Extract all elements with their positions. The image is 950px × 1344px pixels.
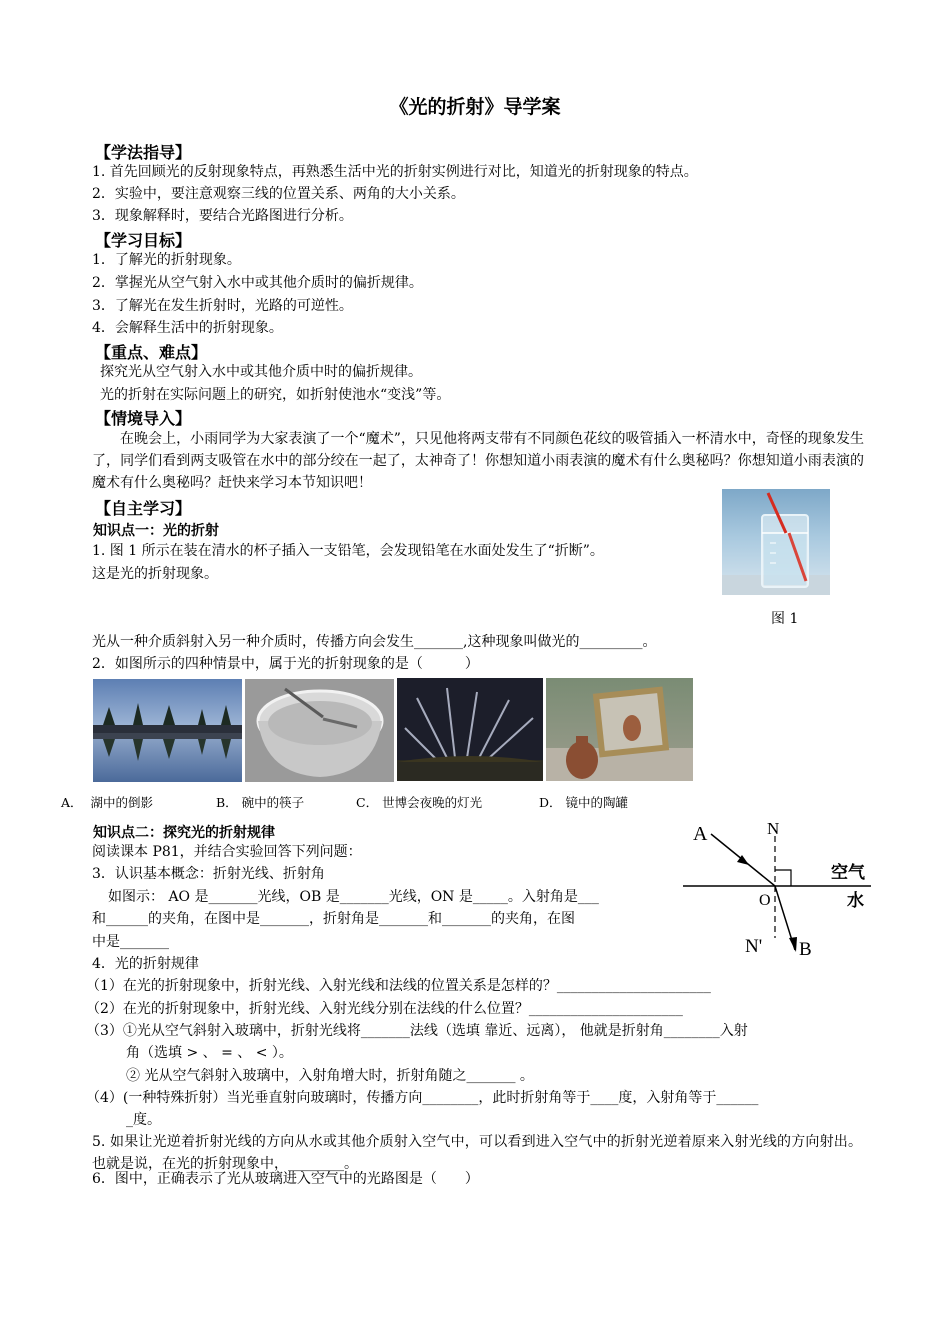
kp1-fill-line: 光从一种介质斜射入另一种介质时，传播方向会发生_______,这种现象叫做光的_________。 xyxy=(92,634,657,650)
section-heading-intro: 【情境导入】 xyxy=(95,409,192,428)
option-c-letter: C． xyxy=(356,795,379,810)
section-heading-key: 【重点、难点】 xyxy=(95,343,208,362)
kp2-q4: 4．光的折射规律 xyxy=(92,956,199,972)
kp2-q6: 6．图中，正确表示了光从玻璃进入空气中的光路图是（ ） xyxy=(92,1171,479,1187)
option-d-text: 镜中的陶罐 xyxy=(565,795,629,810)
goal-line-1: 1．了解光的折射现象。 xyxy=(92,252,241,268)
intro-paragraph: 在晚会上，小雨同学为大家表演了一个“魔术”，只见他将两支带有不同颜色花纹的吸管插入一杯清水中，奇怪的现象发生了，同学们看到两支吸管在水中的部分绞在一起了，太神奇了！你想知道小雨表演的魔术有什么奥秘吗？你想知道小雨表演的魔术有什么奥秘吗？赶快来学习本节知识吧！ xyxy=(92,431,864,491)
kp2-q4-4b: _度。 xyxy=(126,1112,161,1128)
kp1-q1-line-2: 这是光的折射现象。 xyxy=(92,566,218,582)
photo-lake-reflection xyxy=(93,679,242,782)
photo-bowl-chopsticks xyxy=(245,679,394,782)
label-air: 空气 xyxy=(831,863,865,883)
method-line-1: 1. 首先回顾光的反射现象特点，再熟悉生活中光的折射实例进行对比，知道光的折射现象的特点。 xyxy=(92,164,698,180)
label-o: O xyxy=(759,892,771,909)
refraction-diagram xyxy=(675,818,875,963)
kp2-q4-4a: （4）(一种特殊折射）当光垂直射向玻璃时，传播方向________，此时折射角等于____度，入射角等于______ xyxy=(86,1090,759,1106)
kp1-q2: 2．如图所示的四种情景中，属于光的折射现象的是（ ） xyxy=(92,656,479,672)
kp1-heading: 知识点一：光的折射 xyxy=(93,523,219,539)
kp2-q3: 3．认识基本概念：折射光线、折射角 xyxy=(92,866,325,882)
kp2-q4-3a: （3）①光从空气斜射入玻璃中，折射光线将_______法线（选填 靠近、远离）， 他就是折射角________入射 xyxy=(86,1023,748,1039)
label-a: A xyxy=(693,823,708,845)
option-d-letter: D． xyxy=(539,795,562,810)
key-line-1: 探究光从空气射入水中或其他介质中时的偏折规律。 xyxy=(100,364,422,380)
goal-line-2: 2．掌握光从空气射入水中或其他介质时的偏折规律。 xyxy=(92,275,423,291)
kp2-q4-3c: ② 光从空气斜射入玻璃中，入射角增大时，折射角随之_______ 。 xyxy=(126,1068,534,1084)
option-a xyxy=(61,793,153,811)
label-n: N xyxy=(767,819,780,838)
option-b-letter: B． xyxy=(216,795,238,810)
method-line-2: 2．实验中，要注意观察三线的位置关系、两角的大小关系。 xyxy=(92,186,465,202)
section-heading-self: 【自主学习】 xyxy=(95,499,192,518)
refracted-arrow-head xyxy=(789,937,797,952)
kp2-q5: 5. 如果让光逆着折射光线的方向从水或其他介质射入空气中，可以看到进入空气中的折射光逆着原来入射光线的方向射出。也就是说，在光的折射现象中，________。 xyxy=(92,1134,862,1172)
photo-expo-night-lights xyxy=(397,678,543,781)
kp2-q3-line-1: 如图示： AO 是_______光线，OB 是_______光线，ON 是_____。入射角是___ xyxy=(108,889,599,905)
label-water: 水 xyxy=(847,891,864,911)
method-line-3: 3．现象解释时，要结合光路图进行分析。 xyxy=(92,208,353,224)
option-d xyxy=(539,793,628,811)
figure-1-beaker-photo xyxy=(722,489,830,595)
key-line-2: 光的折射在实际问题上的研究，如折射使池水“变浅”等。 xyxy=(100,387,451,403)
kp2-q3-line-2: 和______的夹角，在图中是_______，折射角是_______和_______的夹角，在图 xyxy=(92,911,575,927)
option-b xyxy=(216,793,304,811)
option-c xyxy=(356,793,482,811)
photo-mirror-jar xyxy=(546,678,693,781)
figure-1-caption: 图 1 xyxy=(771,611,799,627)
section-heading-goals: 【学习目标】 xyxy=(95,231,192,250)
kp2-heading: 知识点二：探究光的折射规律 xyxy=(93,825,275,841)
label-n-prime: N' xyxy=(745,936,763,957)
kp2-q3-line-3: 中是_______ xyxy=(92,934,169,950)
page-title: 《光的折射》导学案 xyxy=(389,96,561,118)
option-c-text: 世博会夜晚的灯光 xyxy=(382,795,483,810)
section-heading-method: 【学法指导】 xyxy=(95,143,192,162)
kp1-q1-line-1: 1. 图 1 所示在装在清水的杯子插入一支铅笔，会发现铅笔在水面处发生了“折断”。 xyxy=(92,543,604,559)
option-b-text: 碗中的筷子 xyxy=(241,795,305,810)
kp2-q4-3b: 角（选填 > 、 = 、 < ）。 xyxy=(126,1045,293,1061)
goal-line-3: 3．了解光在发生折射时，光路的可逆性。 xyxy=(92,298,353,314)
kp2-read: 阅读课本 P81，并结合实验回答下列问题： xyxy=(92,844,362,860)
goal-line-4: 4．会解释生活中的折射现象。 xyxy=(92,320,283,336)
right-angle-mark xyxy=(775,870,791,886)
kp2-q4-1: （1）在光的折射现象中，折射光线、入射光线和法线的位置关系是怎样的？______________________ xyxy=(86,978,711,994)
option-a-letter: A． xyxy=(61,795,83,810)
option-a-text: 湖中的倒影 xyxy=(90,795,153,810)
label-b: B xyxy=(799,939,812,960)
kp2-q4-2: （2）在光的折射现象中，折射光线、入射光线分别在法线的什么位置？______________________ xyxy=(86,1001,683,1017)
